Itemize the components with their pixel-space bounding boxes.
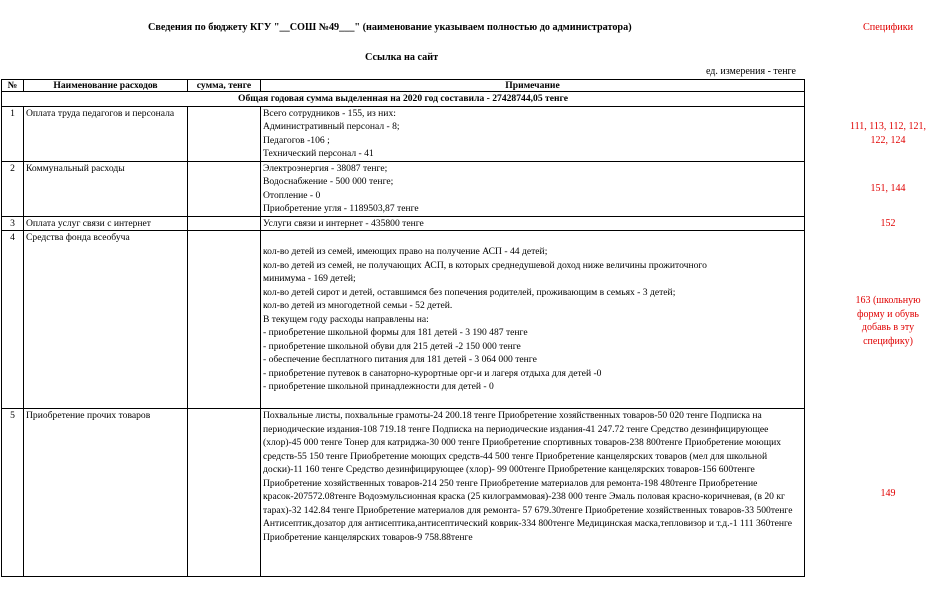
row-number: 5 — [2, 409, 24, 577]
spec-codes-row-3: 152 — [880, 218, 896, 229]
note-line: Услуги связи и интернет - 435800 тенге — [263, 217, 424, 229]
note-line: В текущем году расходы направлены на: — [263, 313, 429, 325]
expense-note — [261, 216, 805, 231]
expense-note — [261, 161, 805, 216]
table-row — [2, 409, 805, 577]
note-line: Технический персонал - 41 — [263, 148, 374, 159]
note-line: Административный персонал - 8; — [263, 121, 400, 132]
expense-sum — [188, 231, 261, 409]
expense-name: Приобретение прочих товаров — [24, 409, 188, 577]
spec-codes-row-4: 163 (школьную форму и обувь добавь в эту специфику) — [855, 295, 921, 347]
note-line: - приобретение школьной формы для 181 детей - 3 190 487 тенге — [263, 327, 528, 339]
note-line: Педагогов -106 ; — [263, 134, 330, 146]
note-line: кол-во детей сирот и детей, оставшимся без попечения родителей, проживающим в семьях - 3 детей; — [263, 286, 676, 298]
note-line: - обеспечение бесплатного питания для 181 детей - 3 064 000 тенге — [263, 354, 537, 366]
note-line: Отопление - 0 — [263, 189, 321, 201]
note-line: Электроэнергия - 38087 тенге; — [263, 162, 388, 174]
table-row — [2, 106, 805, 161]
expense-sum — [188, 216, 261, 231]
site-link-label[interactable]: Ссылка на сайт — [365, 52, 439, 63]
note-line: Приобретение угля - 1189503,87 тенге — [263, 203, 419, 214]
expense-name: Коммунальный расходы — [24, 161, 188, 216]
row-number: 4 — [2, 231, 24, 409]
expense-name: Средства фонда всеобуча — [24, 231, 188, 409]
specs-heading: Специфики — [863, 22, 914, 33]
column-header-sum: сумма, тенге — [188, 80, 261, 92]
note-line: кол-во детей из семей, не получающих АСП, в которых среднедушевой доход ниже величины прожиточного — [263, 259, 707, 271]
column-header-note: Примечание — [261, 80, 805, 92]
table-row — [2, 216, 805, 231]
table-header-row — [2, 80, 805, 92]
budget-table — [1, 79, 805, 577]
column-header-name: Наименование расходов — [24, 80, 188, 92]
note-line: кол-во детей из семей, имеющих право на получение АСП - 44 детей; — [263, 246, 548, 258]
note-line: Всего сотрудников - 155, из них: — [263, 107, 396, 119]
expense-note — [261, 231, 805, 409]
row-number: 1 — [2, 106, 24, 161]
expense-name: Оплата услуг связи с интернет — [24, 216, 188, 231]
expense-sum — [188, 161, 261, 216]
row-number: 3 — [2, 216, 24, 231]
note-line: - приобретение школьной принадлежности для детей - 0 — [263, 381, 494, 393]
expense-sum — [188, 409, 261, 577]
table-row — [2, 231, 805, 409]
row-number: 2 — [2, 161, 24, 216]
units-label: ед. измерения - тенге — [706, 66, 796, 77]
document-title: Сведения по бюджету КГУ "__СОШ №49___" (наименование указываем полностью до администратора) — [148, 22, 632, 33]
annual-total: Общая годовая сумма выделенная на 2020 год составила - 27428744,05 тенге — [2, 92, 805, 107]
note-line: минимума - 169 детей; — [263, 273, 356, 285]
note-line: Водоснабжение - 500 000 тенге; — [263, 176, 394, 187]
note-paragraph: Похвальные листы, похвальные грамоты-24 200.18 тенге Приобретение хозяйственных товаров-50 020 тенге Подписка на периодические издания-108 719.18 тенге Подписка на периодические издания-41 247.72 тенге Средство дезинфицирующее (хлор)-45 000 тенге Тонер для катриджа-30 000 тенге Приобретение спортивных товаров-238 800тенге Приобретение моющих средств-55 150 тенге Приобретение моющих средств-44 500 тенге Приобретение канцелярских товаров (мел для школьной доски)-11 160 тенге Средство дезинфицирующее (хлор)- 99 000тенге Приобретение канцелярских товаров-156 600тенге Приобретение хозяйственных товаров-214 250 тенге Приобретение материалов для ремонта-198 480тенге Приобретение красок-207572.08тенге Водоэмульсионная краска (25 килограммовая)-238 000 тенге Эмаль половая красно-коричневая, (в 20 кг тарах)-32 142.84 тенге Приобретение материалов для ремонта- 57 679.30тенге Приобретение хозяйственных товаров-33 500тенге Антисептик,дозатор для антисептика,антисептический коврик-334 800тенге Медицинская маска,тепловизор и т.д.-1 111 360тенге Приобретение канцелярских товаров-9 758.88тенге — [263, 410, 793, 543]
spec-codes-row-2: 151, 144 — [870, 183, 906, 194]
column-header-number: № — [2, 80, 24, 92]
spec-codes-row-1: 111, 113, 112, 121, 122, 124 — [849, 121, 926, 146]
spec-codes-row-5: 149 — [880, 488, 896, 499]
summary-row — [2, 92, 805, 107]
table-row — [2, 161, 805, 216]
expense-note — [261, 106, 805, 161]
expense-sum — [188, 106, 261, 161]
note-line: кол-во детей из многодетной семьи - 52 детей. — [263, 300, 453, 312]
note-line: - приобретение школьной обуви для 215 детей -2 150 000 тенге — [263, 340, 521, 352]
expense-note — [261, 409, 805, 577]
note-line: - приобретение путевок в санаторно-курортные орг-и и лагеря отдыха для детей -0 — [263, 367, 602, 379]
expense-name: Оплата труда педагогов и персонала — [24, 106, 188, 161]
